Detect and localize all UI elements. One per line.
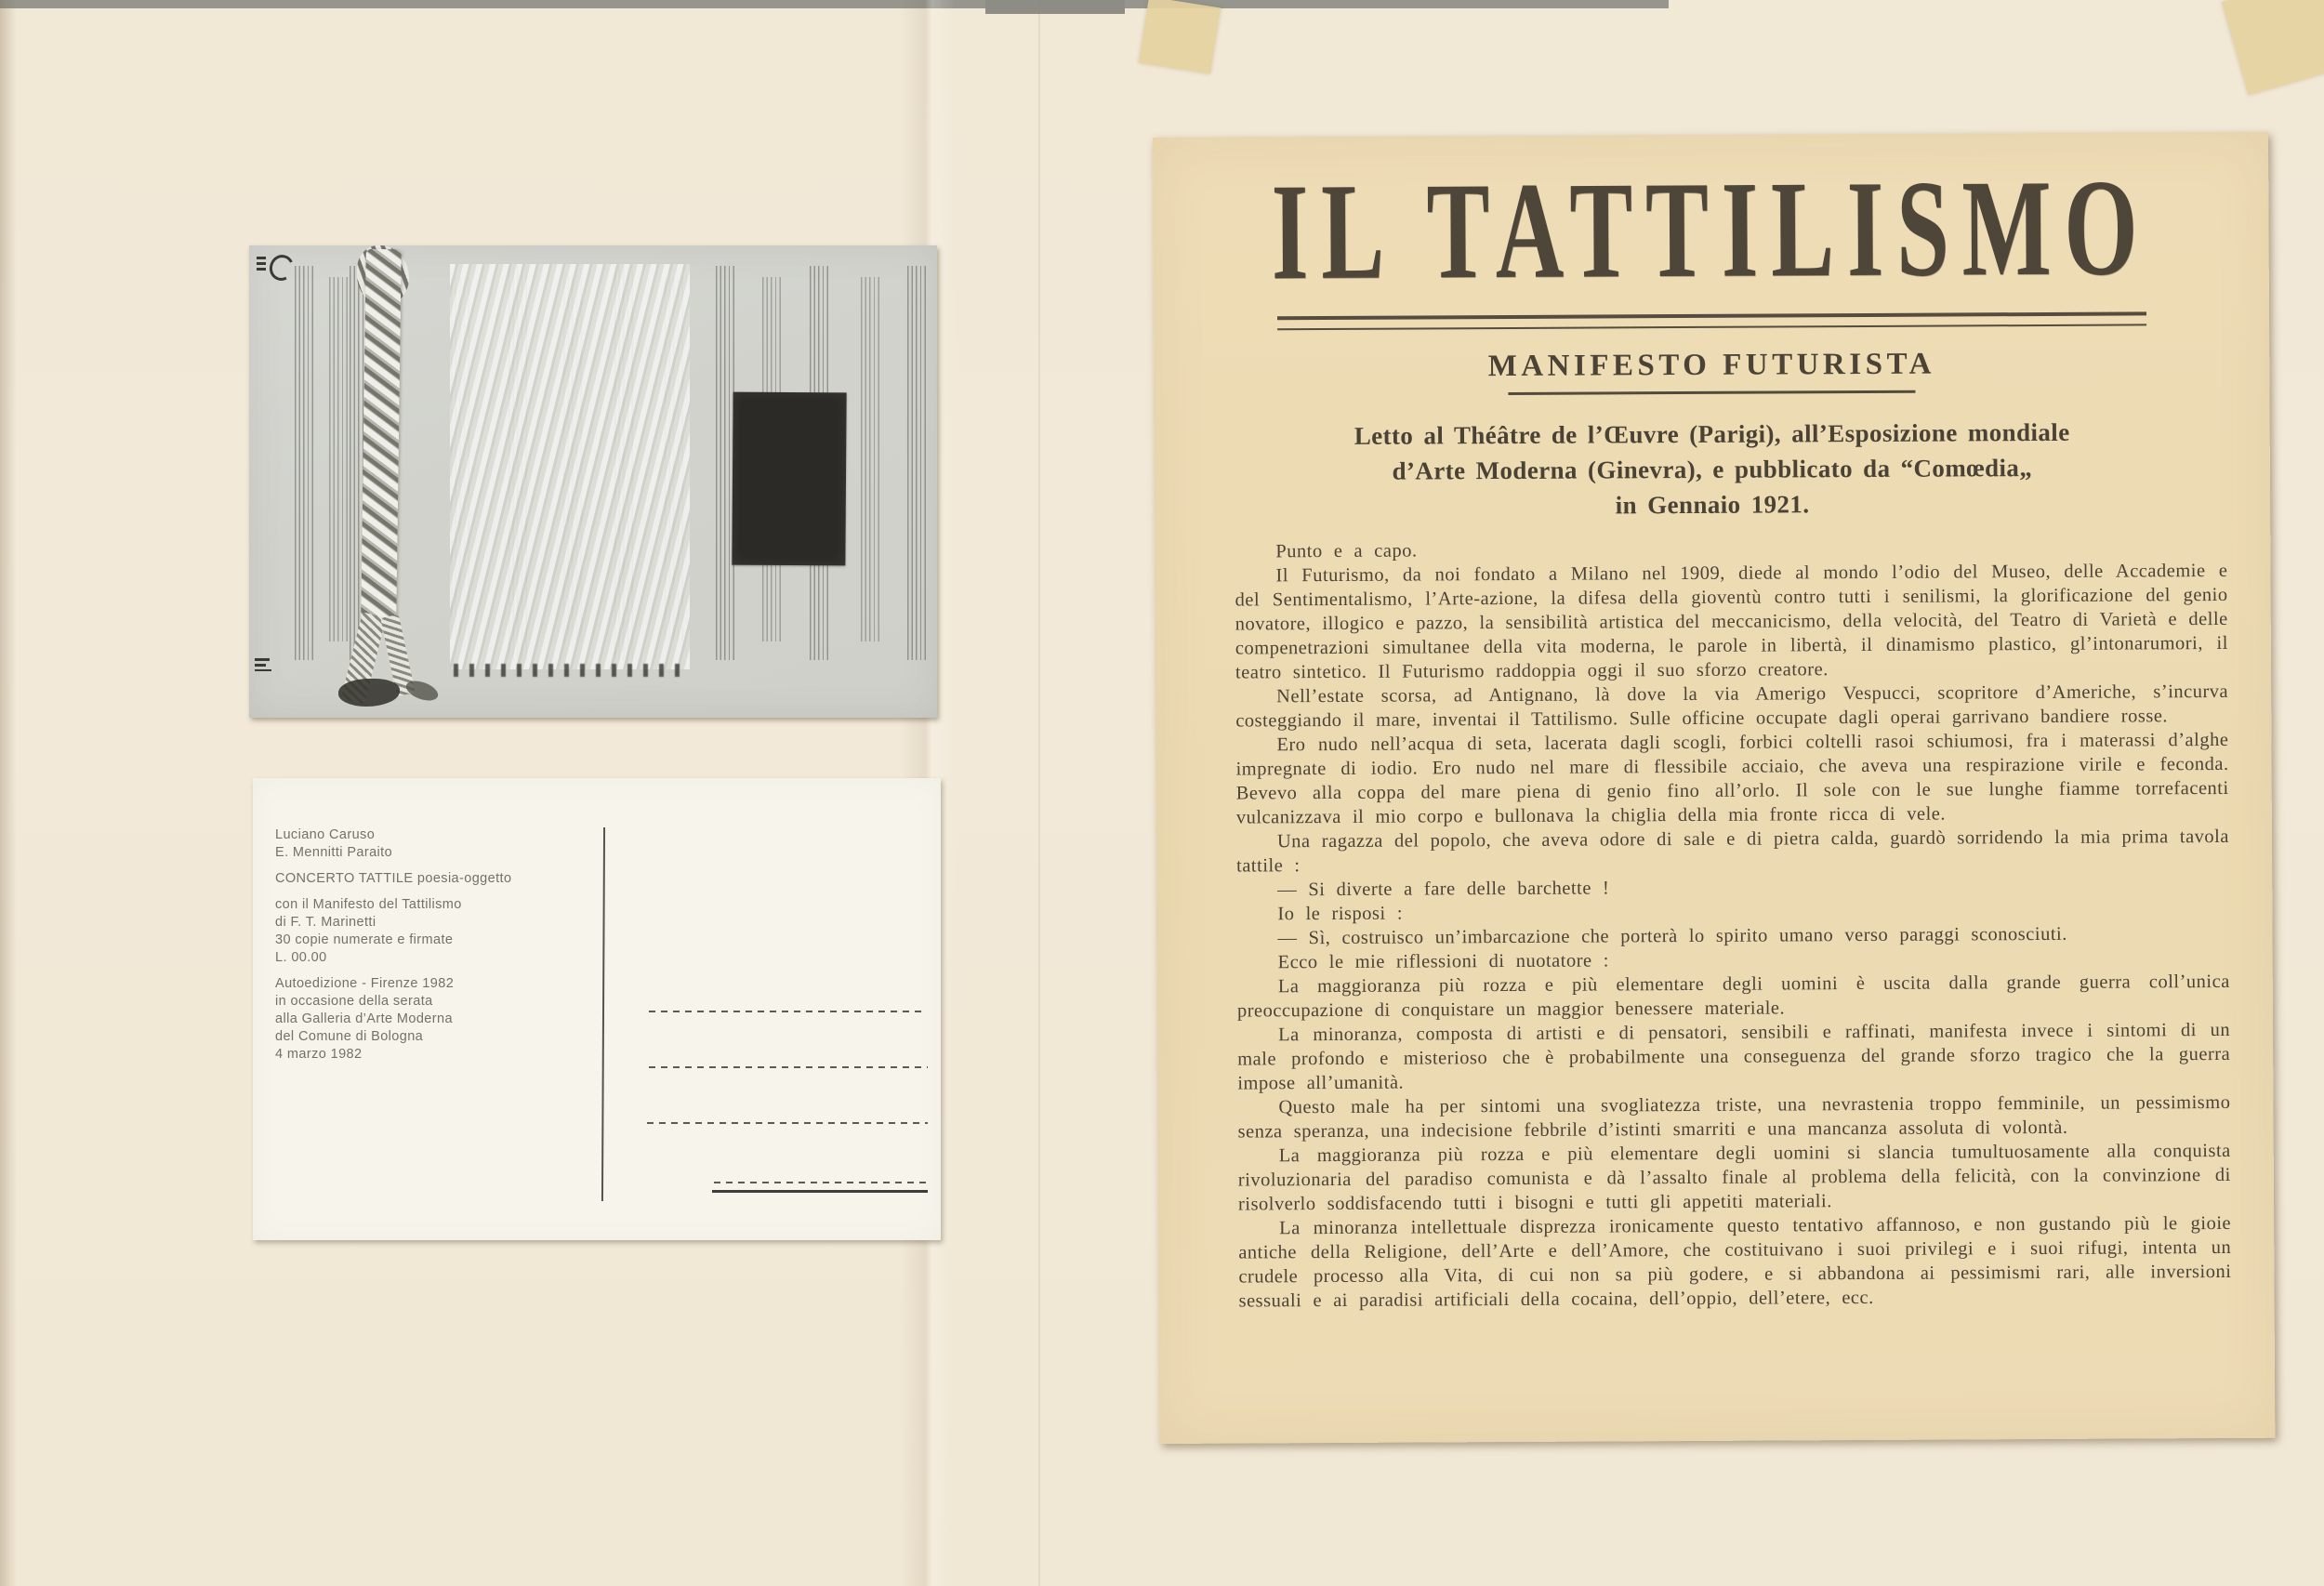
address-line-dotted: [649, 1066, 928, 1068]
texture-fringe: [454, 664, 686, 677]
body-paragraph: La minoranza intellettuale disprezza ironicamente questo tentativo affannoso, e non gustando più le gioie antiche della Religione, dell’Arte e dell’Amore, che costituivano i suoi privilegi e i suoi rifugi, intenta un crudele processo alla Vita, di cui non sa più godere, e si abbandona ai pessimismi rari, alle inversioni sessuali e ai paradisi artificiali della cocaina, dell’oppio, dell’etere, ecc.: [1238, 1212, 2232, 1312]
body-paragraph: Questo male ha per sintomi una svogliatezza triste, una nevrastenia troppo femminile, un pessimismo senza speranza, una indecisione febbrile d’istinti smarriti e una mancanza assoluta di volontà.: [1237, 1091, 2231, 1143]
address-line-dotted: [649, 1011, 926, 1012]
music-staff-lines: [716, 266, 734, 660]
colophon-line: del Comune di Bologna: [275, 1029, 424, 1044]
colophon-line: L. 00.00: [275, 950, 327, 965]
title-double-rule: [1277, 311, 2146, 330]
backdrop-strip: [0, 0, 1669, 8]
publisher-stamp-mark: [257, 255, 294, 277]
body-paragraph: Ero nudo nell’acqua di seta, lacerata dagli scogli, forbici coltelli rasoi schiumosi, fra i materassi d’alghe impregnate di iodio. Ero nudo nel mare di flessibile acciaio, che aveva una respirazione virile e feconda. Bevevo alla coppa del mare piena di genio fino all’orlo. Il sole con le sue lunghe fiamme torrefacenti vulcanizzava il mio corpo e bullonava la chiglia della mia fronte ricca di vele.: [1235, 729, 2229, 828]
manifesto-body: [1235, 535, 2231, 1314]
backdrop-notch: [985, 0, 1125, 14]
lede-line: Letto al Théâtre de l’Œuvre (Parigi), all’Esposizione mondiale: [1353, 417, 2070, 450]
colophon-line: E. Mennitti Paraito: [275, 845, 393, 860]
tape-strip: [2222, 0, 2324, 96]
colophon-line: Luciano Caruso: [275, 827, 376, 842]
manifesto-title-row: [1153, 149, 2269, 309]
signature-line-solid: [712, 1190, 928, 1193]
body-paragraph: — Si diverte a fare delle barchette !: [1277, 878, 1610, 901]
colophon-line: con il Manifesto del Tattilismo: [275, 897, 462, 912]
colophon-line: Autoedizione - Firenze 1982: [275, 976, 455, 991]
body-paragraph: La maggioranza più rozza e più elementare degli uomini si slancia tumultuosamente alla conquista rivoluzionaria del paradiso comunista e dà l’assalto finale al problema della felicità, con la convinzione di risolverlo soddisfacendo tutti i bisogni e tutti gli appetiti materiali.: [1237, 1140, 2231, 1215]
address-line-dotted: [647, 1122, 928, 1124]
postcard: [253, 778, 941, 1240]
music-staff-lines: [329, 277, 348, 641]
rope-fray-tip: [403, 677, 441, 704]
black-rectangle: [732, 392, 846, 566]
colophon-line: in occasione della serata: [275, 994, 433, 1009]
page-crease-line: [1038, 0, 1040, 1586]
music-staff-lines: [861, 277, 879, 641]
colophon-line: 4 marzo 1982: [275, 1047, 363, 1062]
subtitle-rule: [1508, 390, 1915, 395]
music-staff-lines: [295, 266, 313, 660]
body-paragraph: Ecco le mie riflessioni di nuotatore :: [1277, 950, 1610, 973]
manifesto-sheet: [1153, 132, 2275, 1444]
woven-texture-panel: [450, 264, 690, 669]
manifesto-lede: [1155, 414, 2271, 525]
postcard-colophon: [275, 826, 591, 1064]
colophon-line: di F. T. Marinetti: [275, 915, 376, 930]
body-paragraph: — Sì, costruisco un’imbarcazione che porterà lo spirito umano verso paraggi sconosciuti.: [1277, 923, 2067, 949]
lede-line: d’Arte Moderna (Ginevra), e pubblicato da “Comœdia„: [1392, 454, 2033, 485]
body-paragraph: La minoranza, composta di artisti e di pensatori, sensibili e raffinati, manifesta invece i sintomi di un male profondo e misterioso che è probabilmente una conseguenza del grande sforzo tragico che la guerra impose all’umanità.: [1237, 1019, 2231, 1094]
body-paragraph: Il Futurismo, da noi fondato a Milano nel 1909, diede al mondo l’odio del Museo, delle Accademie e del Sentimentalismo, l’Arte-azione, la difesa della gioventù contro tutti i senilismi, la glorificazione del genio novatore, illogico e pazzo, la sensibilità artistica del meccanicismo, della velocità, del Teatro di Varietà e delle compenetrazioni simultanee della vita moderna, le parole in libertà, il dinamismo plastico, gl’intonarumori, il teatro sintetico. Il Futurismo raddoppia oggi il suo sforzo creatore.: [1235, 560, 2228, 683]
body-paragraph: La maggioranza più rozza e più elementare degli uomini è uscita dalla grande guerra coll’unica preoccupazione di conquistare un maggior benessere materiale.: [1236, 971, 2230, 1022]
manifesto-subtitle: MANIFESTO FUTURISTA: [1487, 347, 1936, 384]
colophon-line: alla Galleria d’Arte Moderna: [275, 1011, 453, 1026]
body-paragraph: Io le risposi :: [1277, 903, 1404, 925]
music-staff-lines: [907, 266, 926, 660]
postcard-divider-line: [601, 827, 605, 1201]
artwork-photo: [249, 245, 937, 718]
tape-strip: [1139, 0, 1221, 74]
signature-line-dotted: [714, 1182, 926, 1183]
body-paragraph: Punto e a capo.: [1275, 540, 1418, 562]
rope-end-dark-tip: [338, 679, 400, 707]
rope-object: [361, 249, 402, 621]
colophon-line: CONCERTO TATTILE poesia-oggetto: [275, 871, 512, 886]
page-left-edge-shadow: [0, 0, 17, 1586]
body-paragraph: Nell’estate scorsa, ad Antignano, là dove la via Amerigo Vespucci, scopritore d’Americhe, s’incurva costeggiando il mare, inventai il Tattilismo. Sulle officine occupate dagli operai garrivano bandiere rosse.: [1235, 681, 2229, 732]
lede-line: in Gennaio 1921.: [1615, 490, 1810, 520]
plate-number-mark: [255, 658, 273, 673]
colophon-line: 30 copie numerate e firmate: [275, 932, 454, 947]
body-paragraph: Una ragazza del popolo, che aveva odore di sale e di pietra calda, guardò sorridendo la mia prima tavola tattile :: [1236, 826, 2230, 877]
manifesto-title: IL TATTILISMO: [1271, 149, 2151, 309]
stamp-hook: [266, 252, 297, 284]
stamp-bar: [257, 257, 266, 273]
